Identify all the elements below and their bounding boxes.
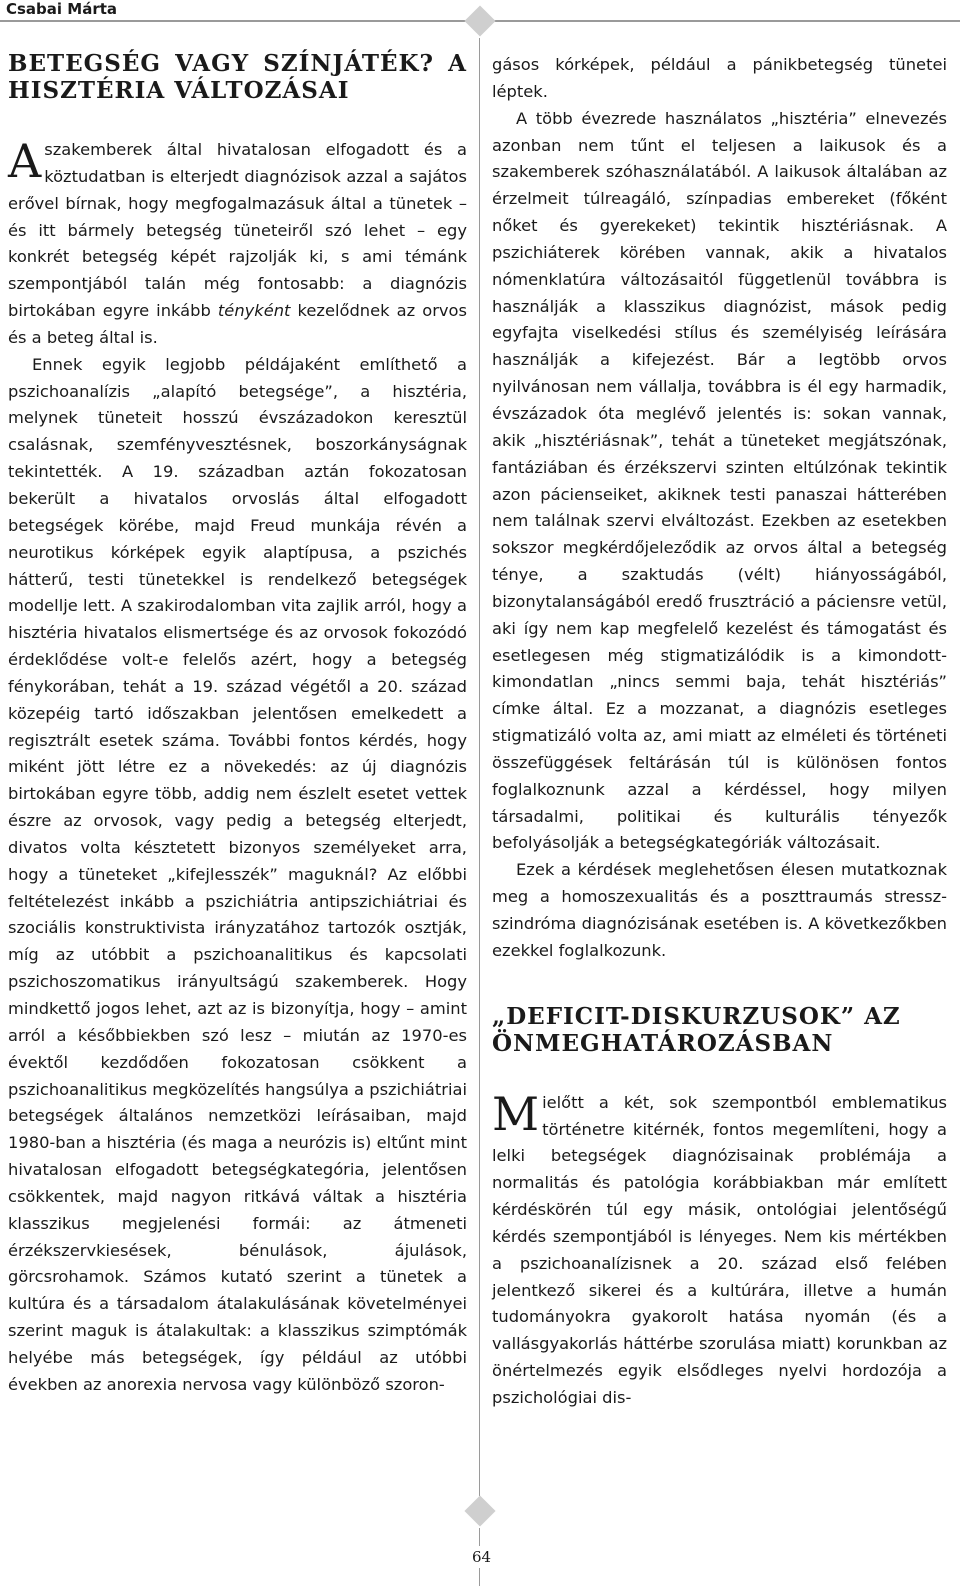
- section-heading-hysteria: BETEGSÉG VAGY SZÍNJÁTÉK? A HISZTÉRIA VÁLTOZÁSAI: [8, 50, 467, 104]
- header-diamond-ornament: [464, 5, 495, 36]
- paragraph-text: szakemberek által hivatalosan elfogadott és a köztudatban is elterjedt diagnózisok azzal a sajátos erővel bírnak, hogy megfogalmazásuk által a tünetek – és itt bármely betegség tüneteiről szó lehet – egy konkrét betegség képét rajzolják ki, s ami témánk szempontjából talán még fontosabb: a diagnózis birtokában egyre inkább: [8, 140, 467, 321]
- page-number: 64: [472, 1548, 492, 1566]
- paragraph-text: kezelődnek az orvos és a beteg által is.: [8, 301, 467, 347]
- footer-diamond-ornament: [464, 1495, 495, 1526]
- paragraph: Ezek a kérdések meglehetősen élesen mutatkoznak meg a homoszexualitás és a poszttraumás stressz-szindróma diagnózisának esetében is. A következőkben ezekkel foglalkozunk.: [492, 860, 947, 960]
- column-divider: [479, 38, 480, 1496]
- drop-cap: M: [492, 1086, 540, 1141]
- section-heading-deficit-discourses: „DEFICIT-DISKURZUSOK” AZ ÖNMEGHATÁROZÁSBAN: [492, 1002, 901, 1057]
- paragraph: gásos kórképek, például a pánikbetegség tünetei léptek.: [492, 55, 947, 101]
- emphasis-text: tényként: [217, 301, 291, 321]
- paragraph: A több évezrede használatos „hisztéria” elnevezés azonban nem tűnt el teljesen a laikusok és a szakemberek szóhasználatából. A laikusok általában az érzelmeit túlreagáló, színpadias embereket (főként nőket és gyerekeket) tekintik hisztériásnak. A pszichiáterek körében vannak, akik a hivatalos nómenklatúra változásaitól függetlenül továbbra is használják a klasszikus diagnózist, mások pedig egyfajta viselkedési stílus és személyiség leírására használják a kifejezést. Bár a legtöbb orvos nyilvánosan nem vállalja, továbbra is él egy harmadik, évszázadok óta meglévő jelentés is: sokan vannak, akik „hisztériásnak”, tehát a tüneteket megjátszónak, fantáziában és érzékszervi szinten eltúlzónak tekintik azon pácienseiket, akiknek testi panaszai hátterében nem találnak szervi elváltozást. Ezekben az esetekben sokszor megkérdőjeleződik az orvos által a betegség ténye, a szaktudás (vélt) hiányosságából, bizonytalanságából eredő frusztráció a páciensre vetül, aki így nem kap megfelelő kezelést és támogatást és esetlegesen még stigmatizálódik is a kimondott-kimondatlan „nincs semmi baja, tehát hisztériás” címke által. Ez a mozzanat, a diagnózis esetleges stigmatizáló volta az, ami miatt az elméleti és történeti összefüggések feltárásán túl is különösen fontos foglalkoznunk azzal a kérdéssel, hogy milyen társadalmi, politikai és kulturális tényezők befolyásolják a betegségkategóriák változásait.: [492, 108, 947, 853]
- paragraph: [8, 134, 467, 352]
- paragraph-text: ielőtt a két, sok szempontból emblematikus történetre kitérnék, fontos megemlíteni, hogy a lelki betegségek diagnózisainak problémája a normalitás és patológia korábbiakban már említett kérdéskörén túl egy másik, ontológiai jelentőségű kérdés szempontjából is lényeges. Nem kis mértékben a pszichoanalízisnek a 20. század első felében jelentkező sikerei és a kultúrára, illetve a humán tudományokra gyakorolt hatása nyomán (és a vallásgyakorlás háttérbe szorulása miatt) korunkban az önértelmezés egyik elsődleges nyelvi hordozója a pszichológiai dis-: [492, 1092, 947, 1407]
- paragraph: [492, 1086, 947, 1412]
- running-header-author: Csabai Márta: [6, 0, 125, 18]
- left-column: [8, 0, 467, 1399]
- paragraph: Ennek egyik legjobb példájaként említhető a pszichoanalízis „alapító betegsége”, a hisztéria, melynek tüneteit hosszú évszázadokon keresztül csalásnak, szemfényvesztésnek, boszorkányságnak tekintették. A 19. században aztán fokozatosan bekerült a hivatalos orvoslás által elfogadott betegségek körébe, majd Freud munkája révén a neurotikus kórképek egyik alaptípusa, a pszichés hátterű, testi tünetekkel is rendelkező betegségek modellje lett. A szakirodalomban vita zajlik arról, hogy a hisztéria hivatalos elismertsége és az orvosok fokozódó érdeklődése volt-e felelős azért, hogy a betegség fénykorában, tehát a 19. század végétől a 20. század közepéig tartó időszakban jelentősen emelkedett a regisztrált esetek száma. További fontos kérdés, hogy miként jött létre ez a növekedés: az új diagnózis birtokában egyre több, addig nem észlelt esetet vettek észre az orvosok, vagy pedig a betegség elterjedt, divatos volta késztetett bizonyos személyeket arra, hogy a tüneteket „kifejlesszék” maguknál? Az előbbi feltételezést inkább a pszichiátria antipszichiátriai és szociális konstruktivista irányzatához tartozók osztják, míg az utóbbit a pszichoanalitikus és kapcsolati pszichoszomatikus irányultságú szakemberek. Hogy mindkettő jogos lehet, azt az is bizonyítja, hogy – amint arról a későbbiekben szó lesz – miután az 1970-es évektől kezdődően fokozatosan csökkent a pszichoanalitikus megközelítés hangsúlya a pszichiátriai betegségek általános nemzetközi leírásaiban, majd 1980-ban a hisztéria (és maga a neurózis is) eltűnt mint hivatalosan elfogadott betegségkategória, jelentősen csökkentek, majd nagyon ritkává váltak a hisztéria klasszikus megjelenési formái: az átmeneti érzékszervkiesések, bénulások, ájulások, görcsrohamok. Számos kutató szerint a tünetek a kultúra és a társadalom átalakulásának követelményei szerint maguk is átalakultak: a klasszikus szimptómák helyébe más betegségek, így például az utóbbi években az anorexia nervosa vagy különböző szoron-: [8, 354, 467, 1394]
- drop-cap: A: [8, 134, 42, 188]
- right-column: [492, 0, 947, 1412]
